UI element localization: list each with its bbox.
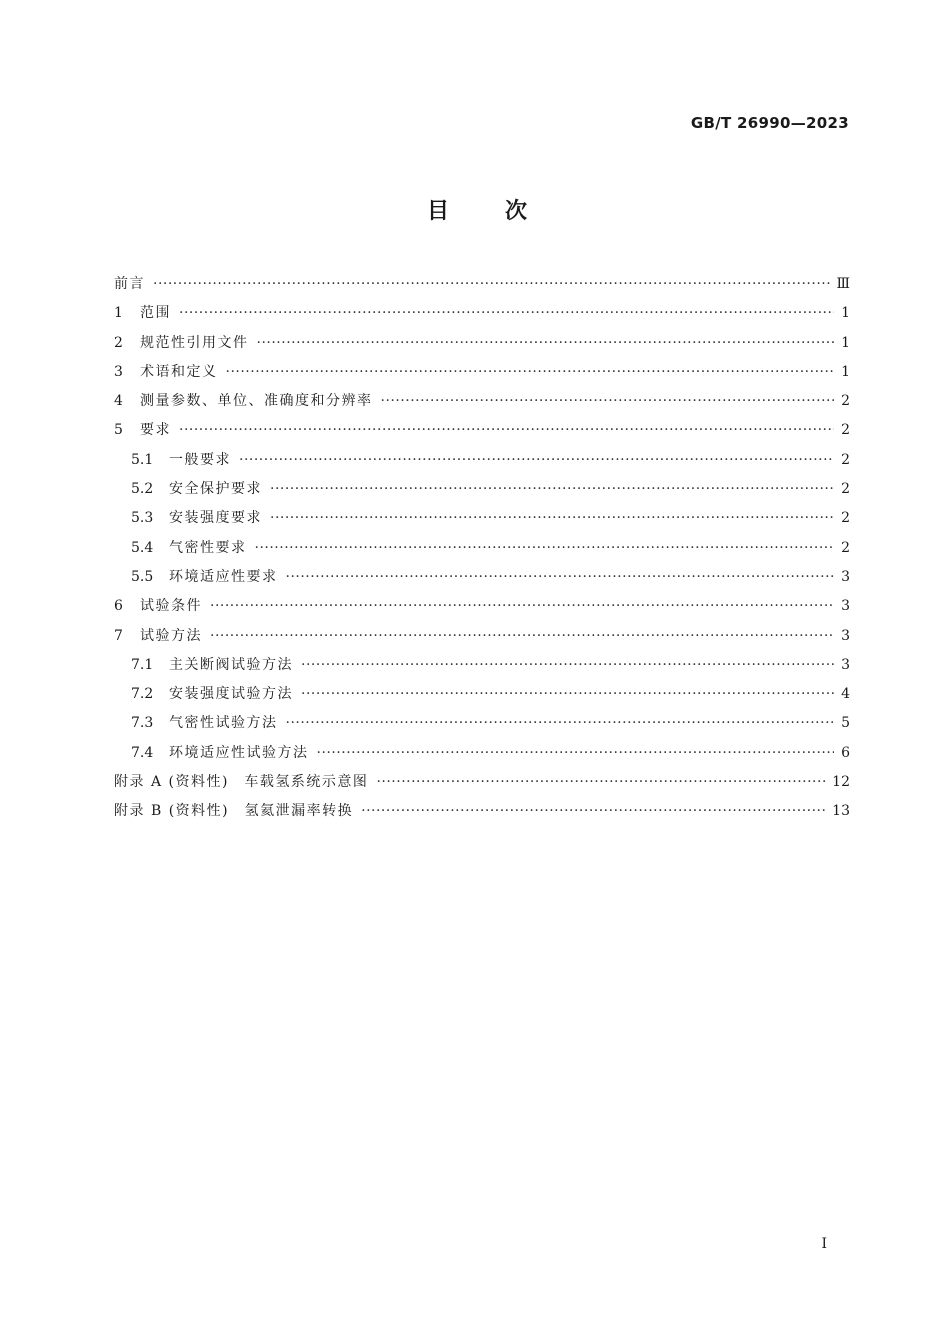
leader-dots (210, 592, 834, 621)
toc-entry-7-1[interactable] (114, 651, 850, 680)
leader-dots (317, 739, 835, 768)
toc-entry-page: 2 (841, 510, 850, 527)
toc-entry-page: 3 (841, 656, 850, 673)
toc-entry-label: 前言 (114, 276, 145, 292)
table-of-contents (114, 270, 850, 827)
leader-dots (153, 270, 830, 299)
toc-entry-7[interactable] (114, 622, 850, 651)
toc-entry-7-3[interactable] (114, 709, 850, 738)
leader-dots (301, 680, 834, 709)
toc-entry-page: 6 (841, 744, 850, 761)
page-title: 目次 (426, 199, 583, 224)
toc-entry-page: 1 (841, 363, 850, 380)
leader-dots (270, 504, 834, 533)
toc-entry-page: 2 (841, 451, 850, 468)
toc-entry-annex-b[interactable] (114, 797, 850, 826)
toc-entry-5-3[interactable] (114, 504, 850, 533)
toc-entry-7-2[interactable] (114, 680, 850, 709)
leader-dots (179, 299, 834, 328)
leader-dots (301, 651, 834, 680)
toc-entry-label: 术语和定义 (140, 363, 218, 380)
toc-entry-number: 5.3 (131, 510, 154, 527)
toc-entry-label: 安全保护要求 (169, 481, 262, 498)
toc-entry-5-4[interactable] (114, 534, 850, 563)
toc-entry-number: 2 (114, 334, 123, 351)
toc-entry-foreword[interactable] (114, 270, 850, 299)
toc-entry-label: 试验方法 (140, 627, 202, 644)
toc-entry-number: 7.2 (131, 686, 154, 703)
toc-entry-5[interactable] (114, 416, 850, 445)
toc-entry-7-4[interactable] (114, 739, 850, 768)
toc-entry-5-2[interactable] (114, 475, 850, 504)
toc-entry-annex-a[interactable] (114, 768, 850, 797)
toc-entry-number: 1 (114, 305, 123, 322)
leader-dots (286, 563, 835, 592)
toc-entry-number: 5 (114, 422, 123, 439)
leader-dots (210, 622, 834, 651)
toc-entry-label: 气密性试验方法 (169, 715, 278, 732)
toc-entry-page: 5 (841, 715, 850, 732)
toc-entry-4[interactable] (114, 387, 850, 416)
toc-entry-number: 5.1 (131, 451, 154, 468)
leader-dots (376, 768, 826, 797)
toc-entry-5-1[interactable] (114, 446, 850, 475)
toc-entry-label: 要求 (140, 422, 171, 439)
toc-entry-page: 2 (841, 422, 850, 439)
toc-entry-page: 2 (841, 539, 850, 556)
toc-entry-number: 6 (114, 598, 123, 615)
toc-entry-label: 规范性引用文件 (140, 334, 249, 351)
toc-entry-page: 3 (841, 598, 850, 615)
toc-entry-page: 1 (841, 305, 850, 322)
toc-entry-label: 测量参数、单位、准确度和分辨率 (140, 393, 373, 410)
toc-entry-label: 附录 B (资料性) 氢氦泄漏率转换 (114, 803, 354, 820)
toc-entry-label: 安装强度要求 (169, 510, 262, 527)
leader-dots (381, 387, 835, 416)
toc-entry-number: 5.4 (131, 539, 154, 556)
toc-entry-1[interactable] (114, 299, 850, 328)
toc-entry-3[interactable] (114, 358, 850, 387)
toc-entry-6[interactable] (114, 592, 850, 621)
toc-entry-number: 7.3 (131, 715, 154, 732)
page-number: I (821, 1236, 827, 1252)
toc-entry-label: 附录 A (资料性) 车载氢系统示意图 (114, 774, 369, 791)
toc-entry-page: 1 (841, 334, 850, 351)
toc-entry-page: Ⅲ (836, 276, 850, 292)
toc-entry-page: 2 (841, 481, 850, 498)
toc-entry-label: 范围 (140, 305, 171, 322)
leader-dots (179, 416, 834, 445)
document-code: GB/T 26990—2023 (690, 114, 849, 132)
leader-dots (255, 534, 835, 563)
leader-dots (286, 709, 835, 738)
toc-entry-label: 环境适应性试验方法 (169, 744, 309, 761)
toc-entry-page: 4 (841, 686, 850, 703)
toc-entry-label: 安装强度试验方法 (169, 686, 293, 703)
toc-entry-label: 一般要求 (169, 451, 231, 468)
toc-entry-number: 7 (114, 627, 123, 644)
toc-entry-number: 3 (114, 363, 123, 380)
leader-dots (257, 329, 835, 358)
toc-entry-2[interactable] (114, 329, 850, 358)
toc-entry-page: 3 (841, 568, 850, 585)
toc-entry-label: 环境适应性要求 (169, 568, 278, 585)
toc-entry-page: 12 (832, 774, 850, 791)
toc-entry-number: 5.2 (131, 481, 154, 498)
toc-entry-number: 5.5 (131, 568, 154, 585)
toc-entry-number: 7.1 (131, 656, 154, 673)
leader-dots (361, 797, 826, 826)
toc-entry-page: 3 (841, 627, 850, 644)
leader-dots (226, 358, 835, 387)
toc-entry-page: 13 (832, 803, 850, 820)
toc-entry-5-5[interactable] (114, 563, 850, 592)
toc-entry-label: 气密性要求 (169, 539, 247, 556)
toc-entry-page: 2 (841, 393, 850, 410)
toc-entry-label: 主关断阀试验方法 (169, 656, 293, 673)
toc-entry-number: 4 (114, 393, 123, 410)
toc-entry-label: 试验条件 (140, 598, 202, 615)
leader-dots (239, 446, 834, 475)
toc-entry-number: 7.4 (131, 744, 154, 761)
leader-dots (270, 475, 834, 504)
